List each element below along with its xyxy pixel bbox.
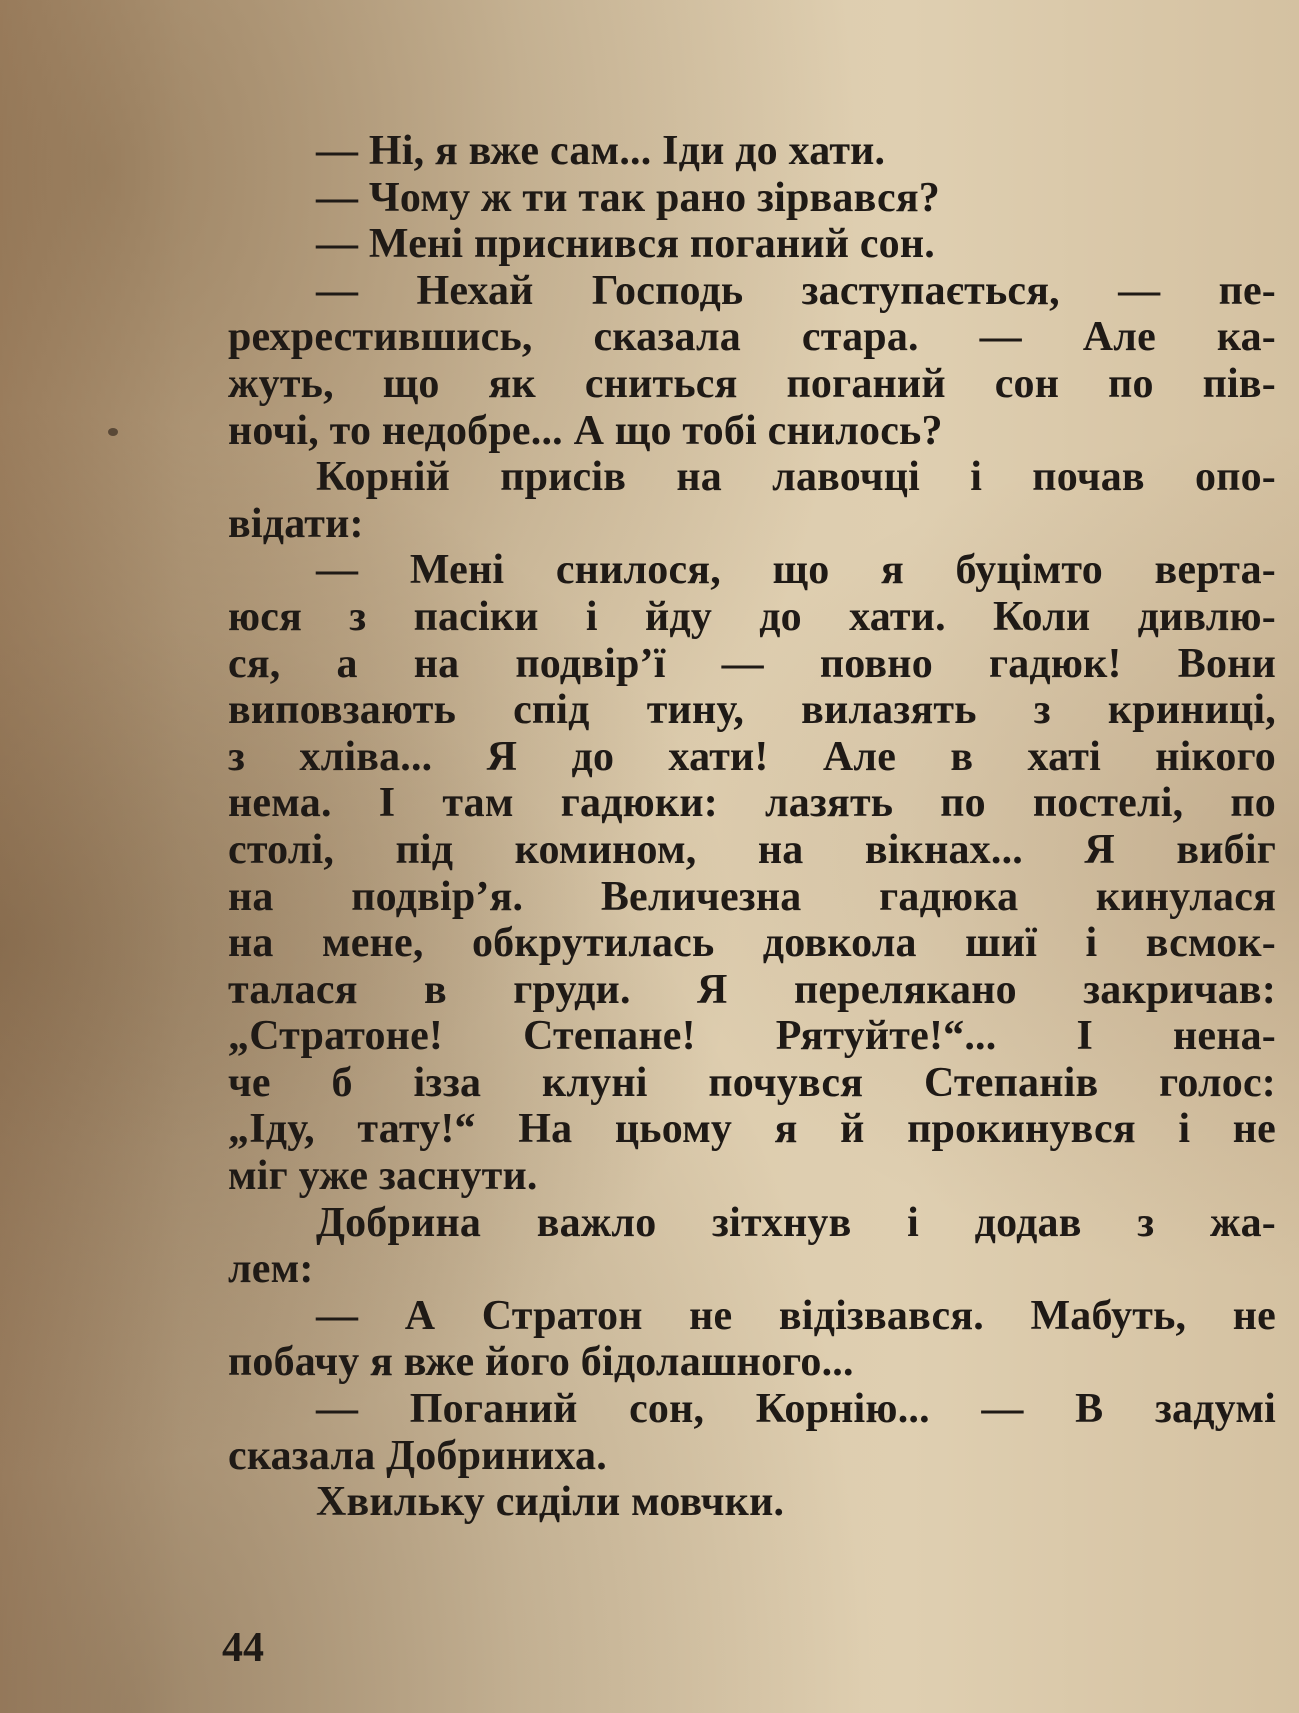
text-line: — Поганий сон, Корнію... — В задумі (316, 1386, 1276, 1433)
text-line: столі, під комином, на вікнах... Я вибіг (228, 826, 1276, 873)
text-line: з хліва... Я до хати! Але в хаті нікого (228, 733, 1276, 780)
text-line: побачу я вже його бідолашного... (228, 1339, 854, 1386)
ink-speck (108, 428, 118, 436)
text-line: міг уже заснути. (228, 1153, 538, 1200)
text-line: — Чому ж ти так рано зірвався? (316, 174, 940, 221)
text-line: юся з пасіки і йду до хати. Коли дивлю- (228, 593, 1276, 640)
text-line: Корній присів на лавочці і почав опо- (316, 454, 1276, 501)
text-line: „Стратоне! Степане! Рятуйте!“... І нена- (228, 1013, 1276, 1060)
text-line: че б ізза клуні почувся Степанів голос: (228, 1059, 1276, 1106)
text-line: відати: (228, 500, 364, 547)
text-line: талася в груди. Я перелякано закричав: (228, 966, 1276, 1013)
text-line: Добрина важло зітхнув і додав з жа- (316, 1199, 1276, 1246)
text-line: лем: (228, 1246, 314, 1293)
text-line: жуть, що як сниться поганий сон по пів- (228, 360, 1276, 407)
text-line: сказала Добриниха. (228, 1432, 607, 1479)
text-line: на подвір’я. Величезна гадюка кинулася (228, 873, 1276, 920)
text-line: — Мені приснився поганий сон. (316, 221, 935, 268)
page-number: 44 (222, 1625, 264, 1671)
text-line: — Ні, я вже сам... Іди до хати. (316, 128, 886, 174)
page-text-block (228, 128, 1276, 1526)
text-line: рехрестившись, сказала стара. — Але ка- (228, 314, 1276, 361)
text-line: на мене, обкрутилась довкола шиї і всмок- (228, 920, 1276, 967)
text-line: Хвильку сиділи мовчки. (316, 1479, 785, 1526)
text-line: — Нехай Господь заступається, — пе- (316, 267, 1276, 314)
text-line: ся, а на подвір’ї — повно гадюк! Вони (228, 640, 1276, 687)
text-line: „Іду, тату!“ На цьому я й прокинувся і не (228, 1106, 1276, 1153)
text-line: нема. І там гадюки: лазять по постелі, по (228, 780, 1276, 827)
text-line: виповзають спід тину, вилазять з криниці, (228, 687, 1276, 734)
text-line: — А Стратон не відізвався. Мабуть, не (316, 1292, 1276, 1339)
text-line: ночі, то недобре... А що тобі снилось? (228, 407, 943, 454)
text-line: — Мені снилося, що я буцімто верта- (316, 547, 1276, 594)
